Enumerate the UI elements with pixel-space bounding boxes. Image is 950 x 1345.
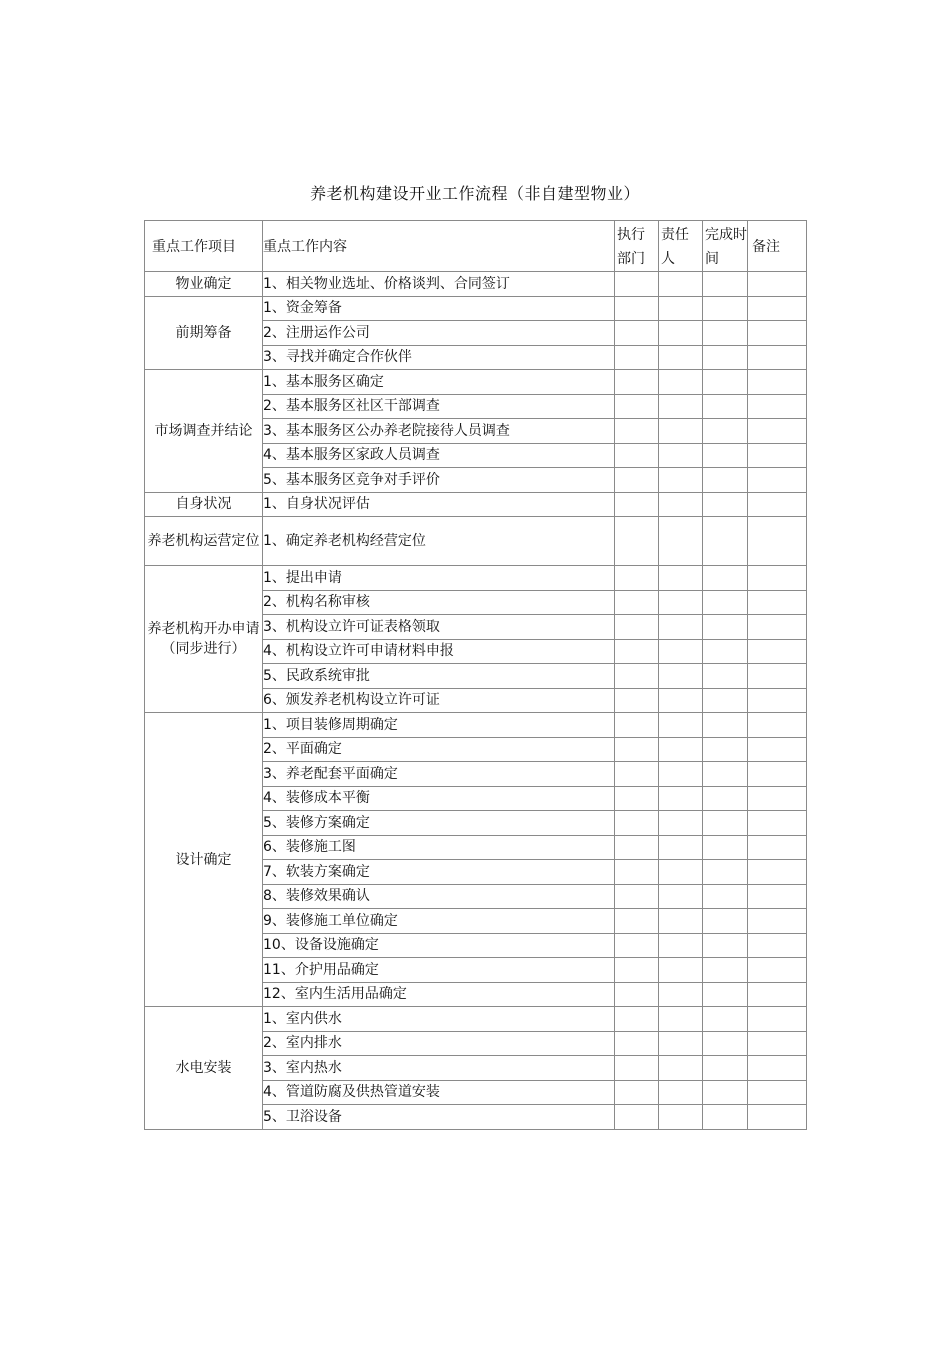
- owner-cell: [659, 1080, 703, 1105]
- note-cell: [748, 615, 807, 640]
- time-cell: [703, 958, 748, 983]
- note-cell: [748, 566, 807, 591]
- dept-cell: [615, 811, 659, 836]
- time-cell: [703, 419, 748, 444]
- note-cell: [748, 811, 807, 836]
- owner-cell: [659, 933, 703, 958]
- work-plan-table: [144, 220, 807, 1130]
- time-cell: [703, 1007, 748, 1032]
- note-cell: [748, 982, 807, 1007]
- work-content-cell: 5、基本服务区竞争对手评价: [263, 468, 615, 493]
- dept-cell: [615, 345, 659, 370]
- note-cell: [748, 321, 807, 346]
- dept-cell: [615, 762, 659, 787]
- time-cell: [703, 664, 748, 689]
- time-cell: [703, 1080, 748, 1105]
- time-cell: [703, 713, 748, 738]
- time-cell: [703, 566, 748, 591]
- note-cell: [748, 443, 807, 468]
- work-item-cell: 设计确定: [145, 713, 263, 1007]
- owner-cell: [659, 566, 703, 591]
- note-cell: [748, 345, 807, 370]
- time-cell: [703, 492, 748, 517]
- time-cell: [703, 1056, 748, 1081]
- dept-cell: [615, 639, 659, 664]
- header-note: 备注: [748, 221, 807, 272]
- work-item-cell: 养老机构运营定位: [145, 517, 263, 566]
- owner-cell: [659, 1007, 703, 1032]
- time-cell: [703, 982, 748, 1007]
- owner-cell: [659, 737, 703, 762]
- owner-cell: [659, 958, 703, 983]
- work-content-cell: 2、机构名称审核: [263, 590, 615, 615]
- note-cell: [748, 419, 807, 444]
- work-content-cell: 5、民政系统审批: [263, 664, 615, 689]
- time-cell: [703, 786, 748, 811]
- owner-cell: [659, 590, 703, 615]
- owner-cell: [659, 321, 703, 346]
- dept-cell: [615, 370, 659, 395]
- time-cell: [703, 639, 748, 664]
- note-cell: [748, 860, 807, 885]
- table-row: [145, 566, 807, 591]
- note-cell: [748, 639, 807, 664]
- dept-cell: [615, 1056, 659, 1081]
- dept-cell: [615, 394, 659, 419]
- work-content-cell: 3、机构设立许可证表格领取: [263, 615, 615, 640]
- dept-cell: [615, 1031, 659, 1056]
- work-content-cell: 1、自身状况评估: [263, 492, 615, 517]
- owner-cell: [659, 713, 703, 738]
- note-cell: [748, 1031, 807, 1056]
- note-cell: [748, 1007, 807, 1032]
- note-cell: [748, 835, 807, 860]
- work-content-cell: 2、平面确定: [263, 737, 615, 762]
- work-content-cell: 2、室内排水: [263, 1031, 615, 1056]
- dept-cell: [615, 860, 659, 885]
- note-cell: [748, 492, 807, 517]
- note-cell: [748, 762, 807, 787]
- header-content: 重点工作内容: [263, 221, 615, 272]
- work-content-cell: 4、基本服务区家政人员调查: [263, 443, 615, 468]
- dept-cell: [615, 615, 659, 640]
- time-cell: [703, 1031, 748, 1056]
- work-content-cell: 3、养老配套平面确定: [263, 762, 615, 787]
- note-cell: [748, 786, 807, 811]
- header-owner: 责任人: [659, 221, 703, 272]
- work-content-cell: 5、卫浴设备: [263, 1105, 615, 1130]
- header-item: 重点工作项目: [145, 221, 263, 272]
- time-cell: [703, 835, 748, 860]
- owner-cell: [659, 615, 703, 640]
- table-row: [145, 492, 807, 517]
- owner-cell: [659, 345, 703, 370]
- dept-cell: [615, 1105, 659, 1130]
- dept-cell: [615, 664, 659, 689]
- work-content-cell: 6、装修施工图: [263, 835, 615, 860]
- time-cell: [703, 737, 748, 762]
- table-row: [145, 713, 807, 738]
- dept-cell: [615, 958, 659, 983]
- note-cell: [748, 517, 807, 566]
- dept-cell: [615, 713, 659, 738]
- table-row: [145, 517, 807, 566]
- dept-cell: [615, 786, 659, 811]
- work-content-cell: 2、基本服务区社区干部调查: [263, 394, 615, 419]
- owner-cell: [659, 811, 703, 836]
- dept-cell: [615, 737, 659, 762]
- work-content-cell: 6、颁发养老机构设立许可证: [263, 688, 615, 713]
- document-title: 养老机构建设开业工作流程（非自建型物业）: [309, 184, 640, 203]
- work-content-cell: 10、设备设施确定: [263, 933, 615, 958]
- time-cell: [703, 1105, 748, 1130]
- note-cell: [748, 737, 807, 762]
- work-item-cell: 前期筹备: [145, 296, 263, 370]
- time-cell: [703, 321, 748, 346]
- work-content-cell: 3、寻找并确定合作伙伴: [263, 345, 615, 370]
- work-content-cell: 1、提出申请: [263, 566, 615, 591]
- owner-cell: [659, 762, 703, 787]
- time-cell: [703, 860, 748, 885]
- time-cell: [703, 909, 748, 934]
- time-cell: [703, 272, 748, 297]
- note-cell: [748, 688, 807, 713]
- work-plan-table-body: [145, 221, 807, 1130]
- work-content-cell: 4、管道防腐及供热管道安装: [263, 1080, 615, 1105]
- time-cell: [703, 345, 748, 370]
- owner-cell: [659, 639, 703, 664]
- work-content-cell: 1、基本服务区确定: [263, 370, 615, 395]
- time-cell: [703, 443, 748, 468]
- work-content-cell: 11、介护用品确定: [263, 958, 615, 983]
- dept-cell: [615, 835, 659, 860]
- header-dept: 执行部门: [615, 221, 659, 272]
- work-item-cell: 水电安装: [145, 1007, 263, 1130]
- dept-cell: [615, 590, 659, 615]
- work-content-cell: 4、装修成本平衡: [263, 786, 615, 811]
- owner-cell: [659, 443, 703, 468]
- time-cell: [703, 762, 748, 787]
- dept-cell: [615, 296, 659, 321]
- owner-cell: [659, 1105, 703, 1130]
- note-cell: [748, 1056, 807, 1081]
- note-cell: [748, 664, 807, 689]
- note-cell: [748, 909, 807, 934]
- time-cell: [703, 296, 748, 321]
- time-cell: [703, 615, 748, 640]
- time-cell: [703, 811, 748, 836]
- owner-cell: [659, 786, 703, 811]
- owner-cell: [659, 394, 703, 419]
- time-cell: [703, 884, 748, 909]
- owner-cell: [659, 982, 703, 1007]
- dept-cell: [615, 492, 659, 517]
- dept-cell: [615, 688, 659, 713]
- header-time: 完成时间: [703, 221, 748, 272]
- owner-cell: [659, 492, 703, 517]
- owner-cell: [659, 370, 703, 395]
- work-content-cell: 7、软装方案确定: [263, 860, 615, 885]
- note-cell: [748, 933, 807, 958]
- dept-cell: [615, 419, 659, 444]
- work-content-cell: 9、装修施工单位确定: [263, 909, 615, 934]
- time-cell: [703, 688, 748, 713]
- work-item-cell: 自身状况: [145, 492, 263, 517]
- table-row: [145, 296, 807, 321]
- work-content-cell: 1、确定养老机构经营定位: [263, 517, 615, 566]
- dept-cell: [615, 566, 659, 591]
- work-content-cell: 8、装修效果确认: [263, 884, 615, 909]
- work-content-cell: 1、项目装修周期确定: [263, 713, 615, 738]
- dept-cell: [615, 909, 659, 934]
- work-content-cell: 12、室内生活用品确定: [263, 982, 615, 1007]
- work-content-cell: 3、基本服务区公办养老院接待人员调查: [263, 419, 615, 444]
- table-row: [145, 1007, 807, 1032]
- note-cell: [748, 884, 807, 909]
- time-cell: [703, 517, 748, 566]
- time-cell: [703, 933, 748, 958]
- work-content-cell: 5、装修方案确定: [263, 811, 615, 836]
- dept-cell: [615, 517, 659, 566]
- dept-cell: [615, 468, 659, 493]
- work-item-cell: 市场调查并结论: [145, 370, 263, 493]
- work-content-cell: 1、相关物业选址、价格谈判、合同签订: [263, 272, 615, 297]
- owner-cell: [659, 664, 703, 689]
- dept-cell: [615, 272, 659, 297]
- time-cell: [703, 468, 748, 493]
- owner-cell: [659, 688, 703, 713]
- note-cell: [748, 296, 807, 321]
- owner-cell: [659, 1031, 703, 1056]
- dept-cell: [615, 1007, 659, 1032]
- work-item-cell: 养老机构开办申请（同步进行）: [145, 566, 263, 713]
- owner-cell: [659, 884, 703, 909]
- table-header-row: [145, 221, 807, 272]
- dept-cell: [615, 933, 659, 958]
- owner-cell: [659, 468, 703, 493]
- dept-cell: [615, 982, 659, 1007]
- note-cell: [748, 370, 807, 395]
- owner-cell: [659, 860, 703, 885]
- owner-cell: [659, 272, 703, 297]
- note-cell: [748, 1105, 807, 1130]
- owner-cell: [659, 419, 703, 444]
- work-content-cell: 2、注册运作公司: [263, 321, 615, 346]
- table-row: [145, 370, 807, 395]
- note-cell: [748, 272, 807, 297]
- note-cell: [748, 1080, 807, 1105]
- dept-cell: [615, 1080, 659, 1105]
- note-cell: [748, 394, 807, 419]
- note-cell: [748, 713, 807, 738]
- owner-cell: [659, 1056, 703, 1081]
- work-content-cell: 1、室内供水: [263, 1007, 615, 1032]
- table-row: [145, 272, 807, 297]
- time-cell: [703, 590, 748, 615]
- note-cell: [748, 590, 807, 615]
- owner-cell: [659, 835, 703, 860]
- owner-cell: [659, 909, 703, 934]
- note-cell: [748, 468, 807, 493]
- time-cell: [703, 370, 748, 395]
- work-content-cell: 1、资金筹备: [263, 296, 615, 321]
- owner-cell: [659, 517, 703, 566]
- work-content-cell: 3、室内热水: [263, 1056, 615, 1081]
- work-item-cell: 物业确定: [145, 272, 263, 297]
- dept-cell: [615, 443, 659, 468]
- dept-cell: [615, 321, 659, 346]
- dept-cell: [615, 884, 659, 909]
- time-cell: [703, 394, 748, 419]
- work-content-cell: 4、机构设立许可申请材料申报: [263, 639, 615, 664]
- owner-cell: [659, 296, 703, 321]
- note-cell: [748, 958, 807, 983]
